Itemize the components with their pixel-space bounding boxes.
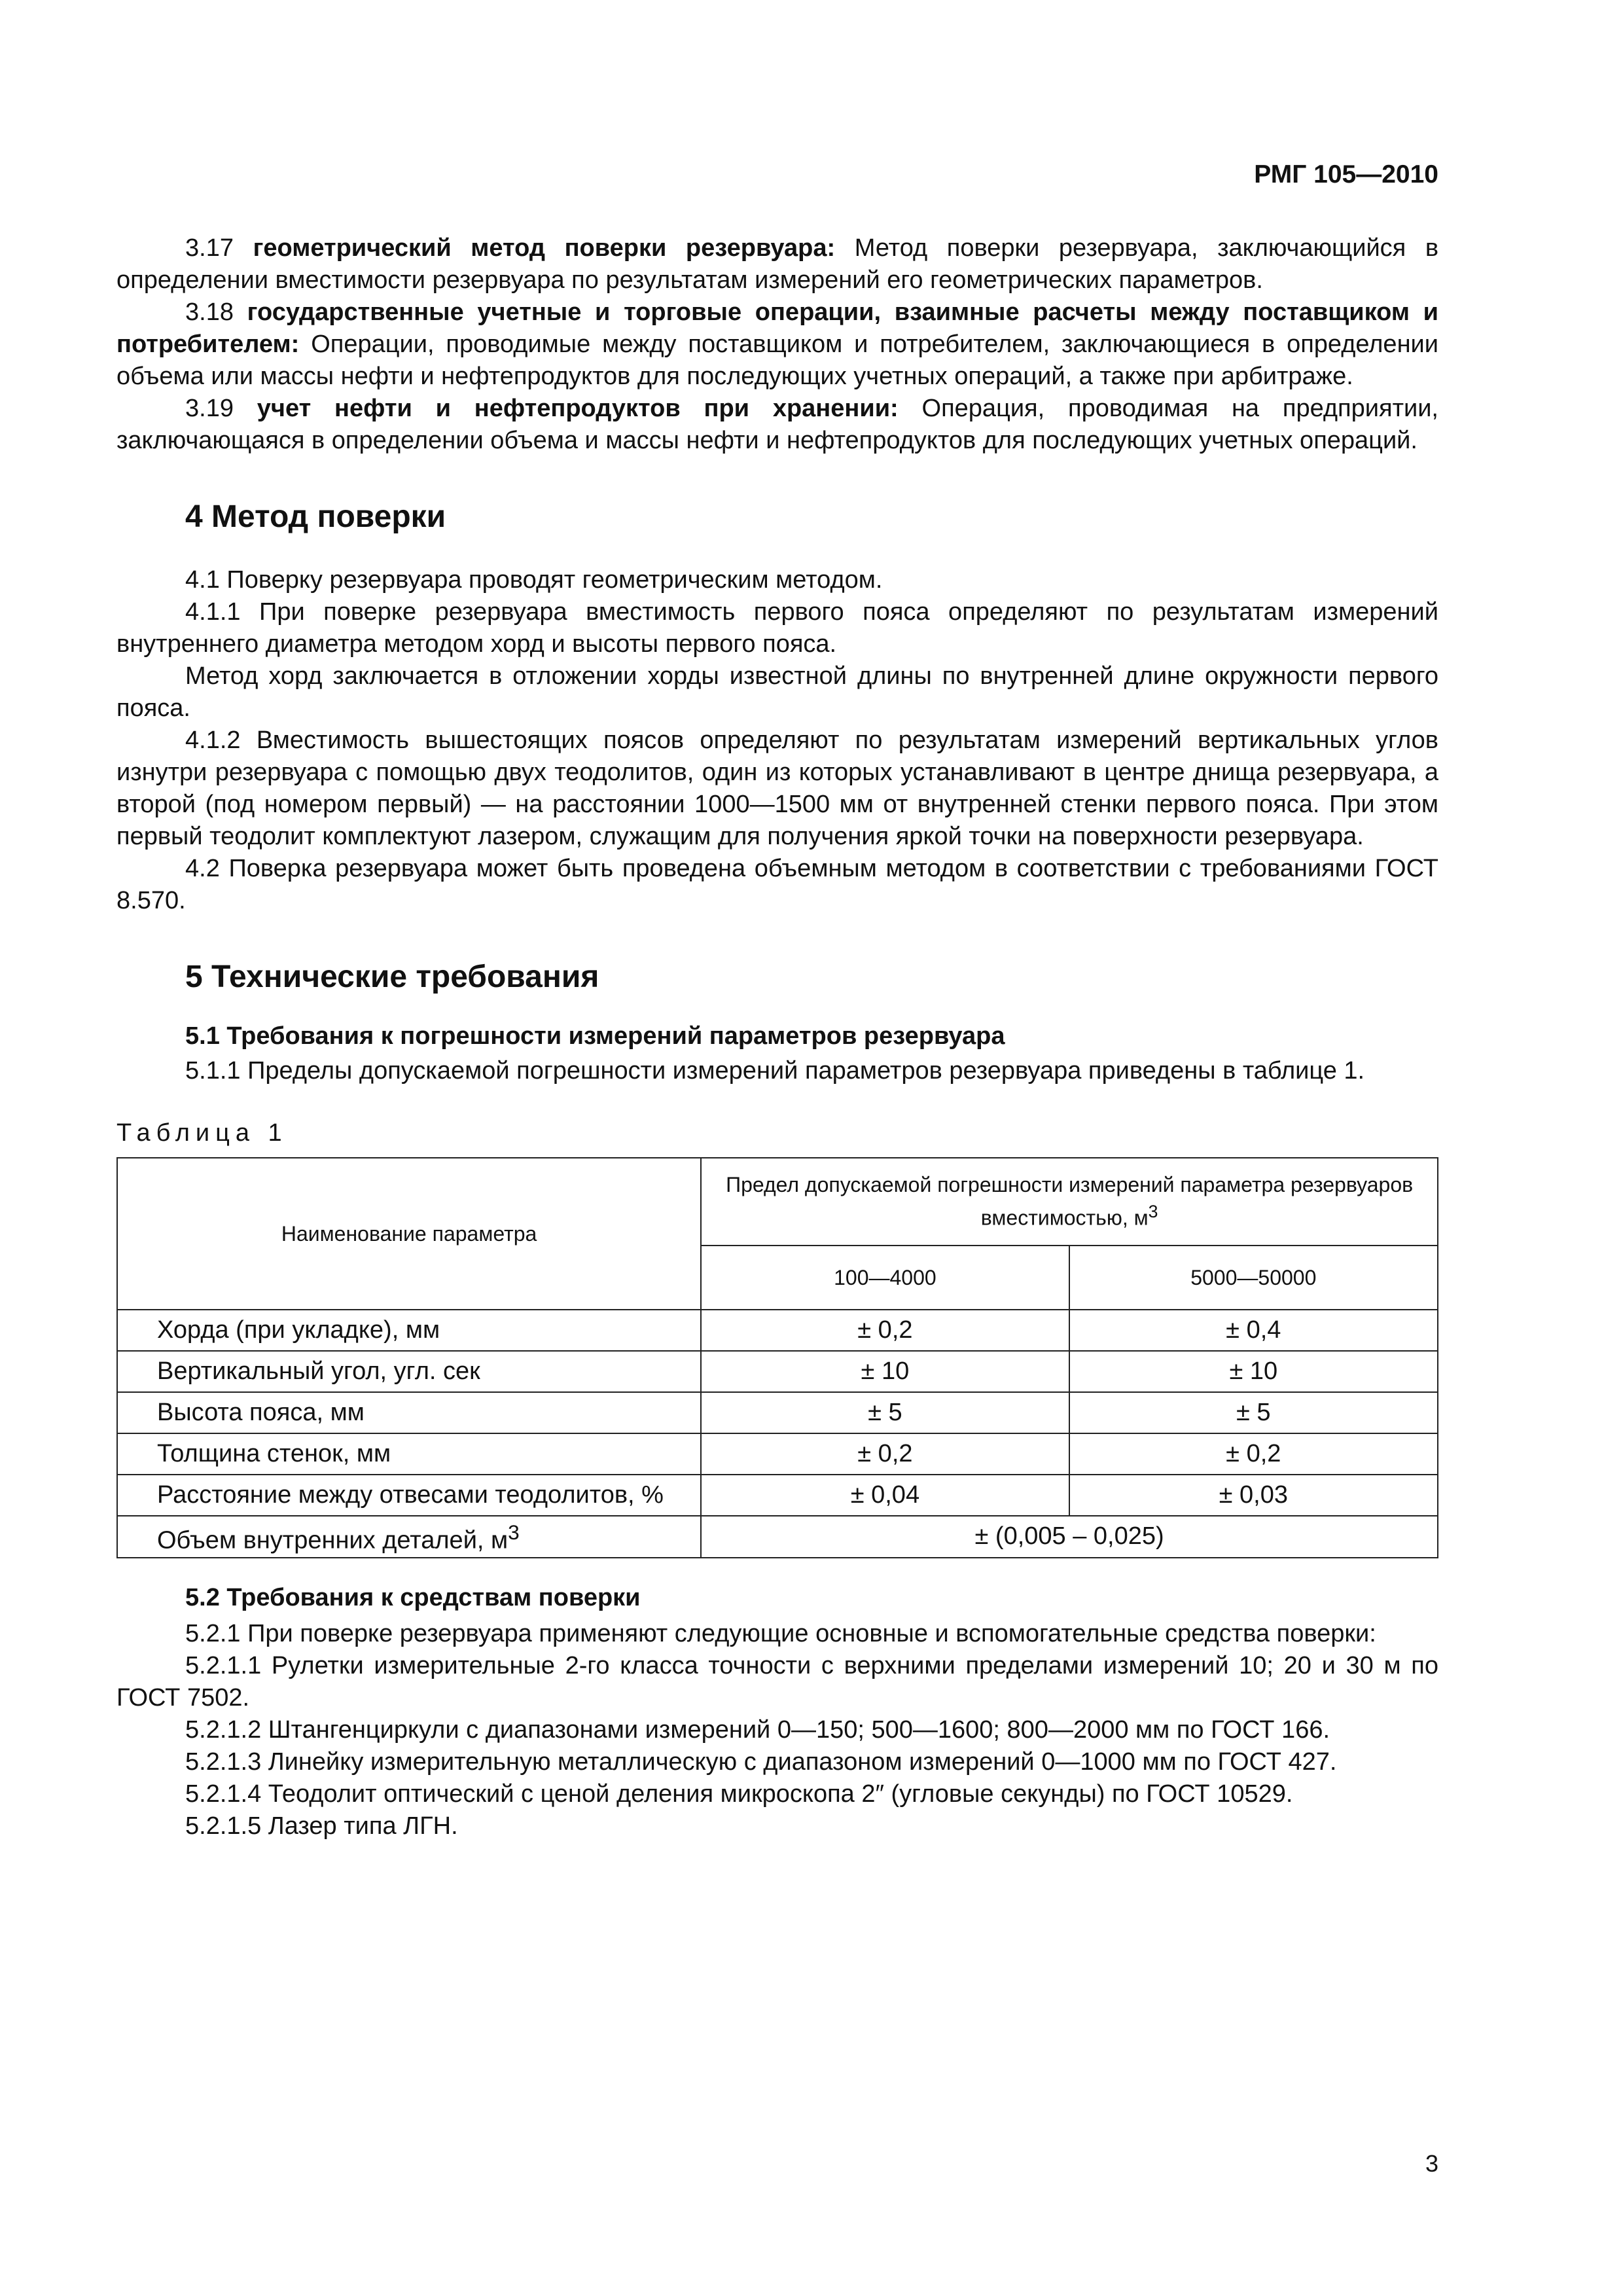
table-row: [117, 1392, 1438, 1433]
table-row: [117, 1475, 1438, 1516]
superscript: 3: [508, 1520, 520, 1544]
paragraph: 5.2.1.1 Рулетки измерительные 2-го класса точности с верхними пределами измерений 10; 20 и 30 м по ГОСТ 7502.: [116, 1651, 1438, 1712]
term-name: государственные учетные и торговые операции, взаимные расчеты между поставщиком и потребителем:: [116, 298, 1439, 358]
value-merged: ± (0,005 – 0,025): [701, 1516, 1438, 1558]
header-label: Наименование параметра: [281, 1221, 537, 1246]
header-label: Предел допускаемой погрешности измерений параметра резервуаров вместимостью, м: [726, 1173, 1414, 1230]
term-number: 3.19: [185, 395, 234, 422]
param-name: Хорда (при укладке), мм: [117, 1310, 701, 1351]
value-b: ± 5: [1069, 1392, 1438, 1433]
table-row: [117, 1351, 1438, 1392]
param-label: Объем внутренних деталей, м: [157, 1526, 508, 1554]
param-name: [117, 1516, 701, 1558]
term-name: геометрический метод поверки резервуара:: [253, 234, 836, 262]
value-b: ± 0,4: [1069, 1310, 1438, 1351]
term-3-19: [116, 393, 1438, 457]
table-row: [117, 1433, 1438, 1475]
paragraph: 5.2.1.2 Штангенциркули с диапазонами измерений 0—150; 500—1600; 800—2000 мм по ГОСТ 166.: [185, 1715, 1330, 1744]
superscript: 3: [1148, 1202, 1158, 1222]
term-number: 3.17: [185, 234, 234, 262]
subsection-5-2-heading: 5.2 Требования к средствам поверки: [185, 1583, 641, 1611]
table-1: [116, 1157, 1438, 1558]
section-4-heading: 4 Метод поверки: [185, 499, 446, 534]
term-name: учет нефти и нефтепродуктов при хранении:: [257, 395, 899, 422]
value-b: ± 0,03: [1069, 1475, 1438, 1516]
table-header-range-a: 100—4000: [701, 1246, 1069, 1310]
value-a: ± 0,2: [701, 1310, 1069, 1351]
term-3-18: [116, 296, 1438, 393]
subsection-5-1-heading: 5.1 Требования к погрешности измерений параметров резервуара: [185, 1022, 1005, 1050]
value-b: ± 0,2: [1069, 1433, 1438, 1475]
paragraph: Метод хорд заключается в отложении хорды известной длины по внутренней длине окружности первого пояса.: [116, 662, 1438, 722]
paragraph: 5.2.1 При поверке резервуара применяют следующие основные и вспомогательные средства поверки:: [185, 1619, 1376, 1647]
paragraph: 5.2.1.3 Линейку измерительную металлическую с диапазоном измерений 0—1000 мм по ГОСТ 427.: [185, 1748, 1337, 1776]
page-content: [116, 232, 1438, 1842]
section-5-heading: 5 Технические требования: [185, 960, 599, 994]
param-name: Вертикальный угол, угл. сек: [117, 1351, 701, 1392]
paragraph: 4.2 Поверка резервуара может быть проведена объемным методом в соответствии с требованиями ГОСТ 8.570.: [116, 855, 1438, 914]
term-number: 3.18: [185, 298, 234, 326]
paragraph: 4.1.1 При поверке резервуара вместимость первого пояса определяют по результатам измерений внутреннего диаметра методом хорд и высоты первого пояса.: [116, 598, 1438, 658]
param-name: Толщина стенок, мм: [117, 1433, 701, 1475]
table-row: [117, 1310, 1438, 1351]
table-row: [117, 1516, 1438, 1558]
table-caption: Таблица 1: [116, 1119, 288, 1147]
document-header: РМГ 105—2010: [1254, 160, 1438, 188]
table-header-param: [117, 1158, 701, 1310]
paragraph: 4.1 Поверку резервуара проводят геометрическим методом.: [185, 566, 883, 594]
value-a: ± 5: [701, 1392, 1069, 1433]
value-a: ± 10: [701, 1351, 1069, 1392]
value-b: ± 10: [1069, 1351, 1438, 1392]
value-a: ± 0,04: [701, 1475, 1069, 1516]
param-name: Расстояние между отвесами теодолитов, %: [117, 1475, 701, 1516]
term-definition: Операция, проводимая на предприятии, заключающаяся в определении объема и массы нефти и нефтепродуктов для последующих учетных операций.: [116, 395, 1438, 454]
page-number: 3: [1425, 2150, 1438, 2177]
paragraph: 5.2.1.4 Теодолит оптический с ценой деления микроскопа 2″ (угловые секунды) по ГОСТ 10529.: [185, 1780, 1293, 1808]
term-definition: Метод поверки резервуара, заключающийся в определении вместимости резервуара по результатам измерений его геометрических параметров.: [116, 234, 1439, 294]
table-header-range-b: 5000—50000: [1069, 1246, 1438, 1310]
term-3-17: [116, 232, 1438, 296]
term-definition: Операции, проводимые между поставщиком и потребителем, заключающиеся в определении объема или массы нефти и нефтепродуктов для последующих учетных операций, а также при арбитраже.: [116, 331, 1439, 390]
table-header-group: [701, 1158, 1438, 1246]
value-a: ± 0,2: [701, 1433, 1069, 1475]
paragraph: 4.1.2 Вместимость вышестоящих поясов определяют по результатам измерений вертикальных углов изнутри резервуара с помощью двух теодолитов, один из которых устанавливают в центре днища резервуара, а второй (под номером первый) — на расстоянии 1000—1500 мм от внутренней стенки первого пояса. При этом первый теодолит комплектуют лазером, служащим для получения яркой точки на поверхности резервуара.: [116, 726, 1438, 850]
param-name: Высота пояса, мм: [117, 1392, 701, 1433]
paragraph: 5.1.1 Пределы допускаемой погрешности измерений параметров резервуара приведены в таблице 1.: [185, 1057, 1365, 1085]
paragraph: 5.2.1.5 Лазер типа ЛГН.: [185, 1812, 458, 1840]
